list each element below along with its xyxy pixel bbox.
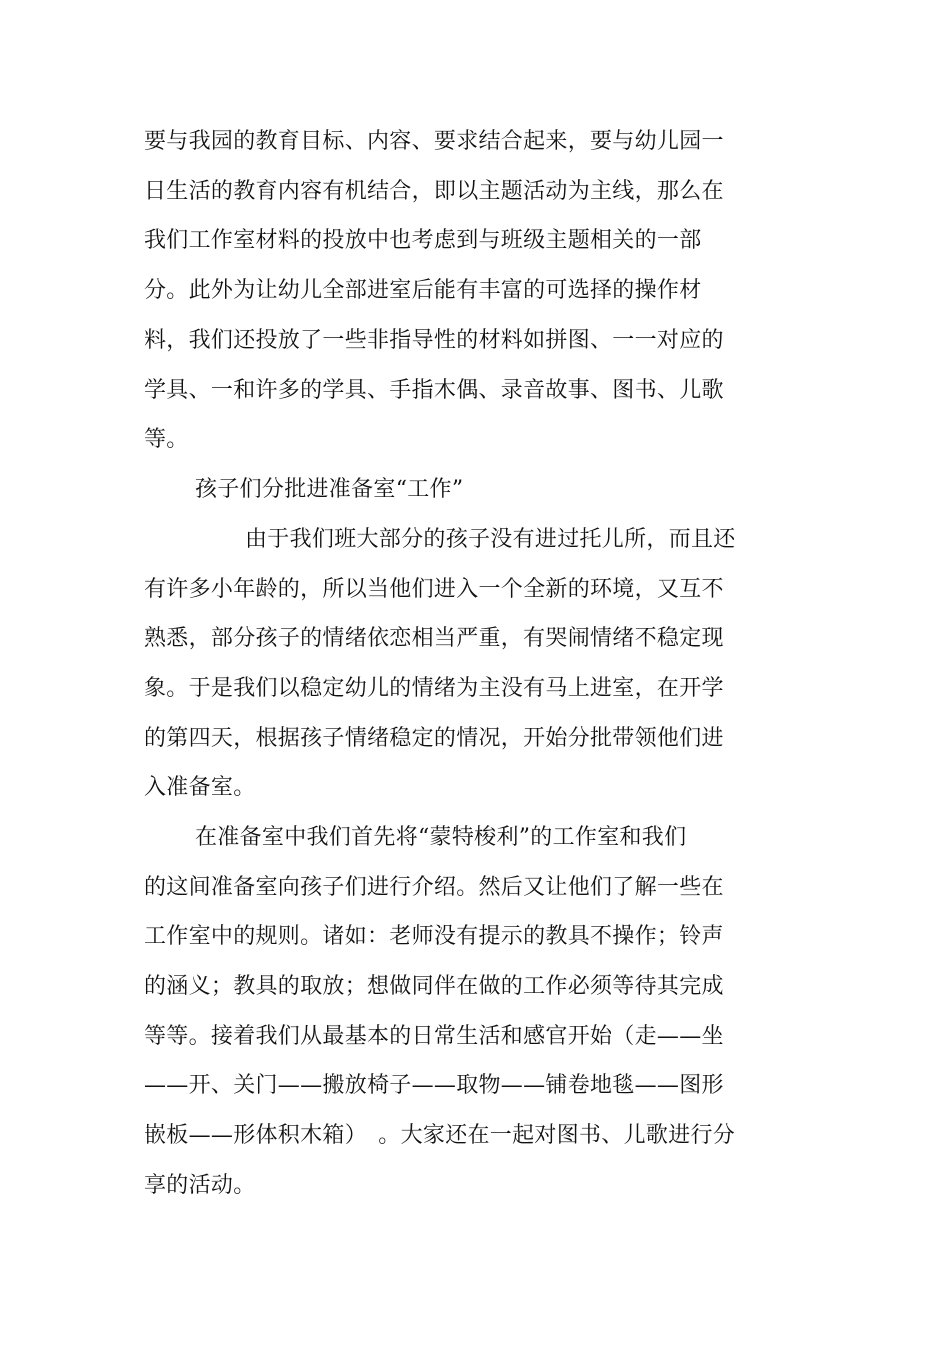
text-line: 我们工作室材料的投放中也考虑到与班级主题相关的一部 — [144, 228, 702, 253]
text-line: 要与我园的教育目标、内容、要求结合起来，要与幼儿园一 — [144, 129, 724, 154]
text-line: 象。于是我们以稳定幼儿的情绪为主没有马上进室，在开学 — [144, 676, 724, 701]
text-line: 在准备室中我们首先将“蒙特梭利”的工作室和我们 — [195, 825, 687, 850]
text-line: 由于我们班大部分的孩子没有进过托儿所，而且还 — [245, 527, 736, 552]
text-line: ——开、关门——搬放椅子——取物——铺卷地毯——图形 — [144, 1073, 724, 1098]
text-line: 的涵义；教具的取放；想做同伴在做的工作必须等待其完成 — [144, 974, 724, 999]
text-line: 工作室中的规则。诸如：老师没有提示的教具不操作；铃声 — [144, 924, 724, 949]
text-line: 学具、一和许多的学具、手指木偶、录音故事、图书、儿歌 — [144, 378, 724, 403]
text-line: 享的活动。 — [144, 1173, 256, 1198]
text-line: 日生活的教育内容有机结合，即以主题活动为主线，那么在 — [144, 179, 724, 204]
text-line: 入准备室。 — [144, 775, 256, 800]
text-line: 的这间准备室向孩子们进行介绍。然后又让他们了解一些在 — [144, 875, 724, 900]
text-line: 料，我们还投放了一些非指导性的材料如拼图、一一对应的 — [144, 328, 724, 353]
text-line: 分。此外为让幼儿全部进室后能有丰富的可选择的操作材 — [144, 278, 702, 303]
section-heading: 孩子们分批进准备室“工作” — [195, 477, 464, 502]
text-line: 熟悉，部分孩子的情绪依恋相当严重，有哭闹情绪不稳定现 — [144, 626, 724, 651]
text-line: 有许多小年龄的，所以当他们进入一个全新的环境，又互不 — [144, 577, 724, 602]
text-line: 等。 — [144, 427, 189, 452]
text-line: 嵌板——形体积木箱） 。大家还在一起对图书、儿歌进行分 — [144, 1123, 736, 1148]
text-line: 等等。接着我们从最基本的日常生活和感官开始（走——坐 — [144, 1024, 724, 1049]
text-line: 的第四天，根据孩子情绪稳定的情况，开始分批带领他们进 — [144, 726, 724, 751]
